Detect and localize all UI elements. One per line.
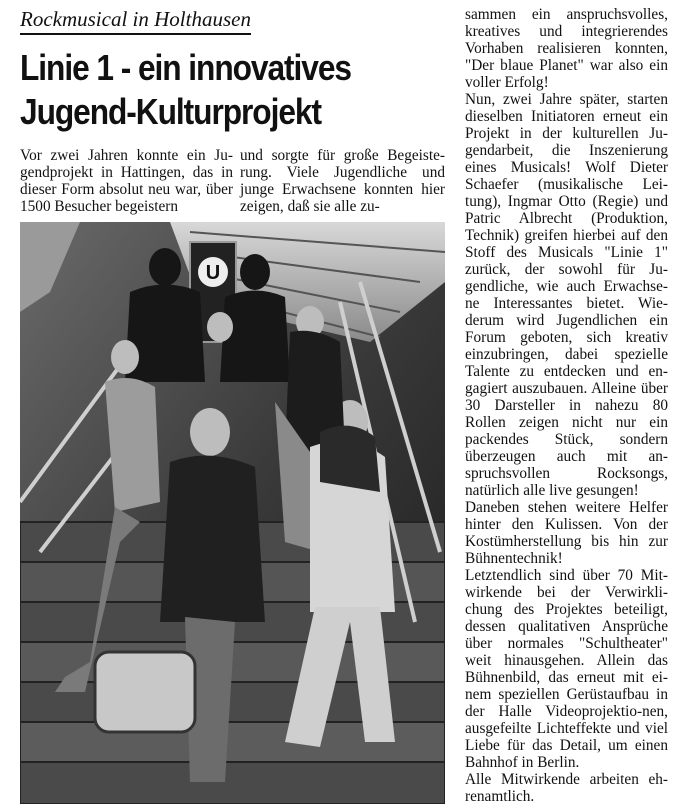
paragraph: Alle Mitwirkende arbeiten eh-renamtlich. (465, 771, 668, 805)
musical-cast-photo (20, 222, 445, 804)
paragraph: Vor zwei Jahren konnte ein Ju-gendprojekt in Hattingen, das in dieser Form absolut neu war, über 1500 Besucher begeistern (20, 147, 233, 215)
paragraph: Letztendlich sind über 70 Mit-wirkende bei der Verwirkli-chung des Projektes beteiligt, dessen qualitativen Ansprüche über normales "Schultheater" weit hinausgehen. Allein das Bühnenbild, das erneut mit ei-nem speziellen Gerüstaufbau in der Halle Videoprojektio-nen, ausgefeilte Lichteffekte und viel Liebe für das Detail, um einen Bahnhof in Berlin. (465, 567, 668, 771)
u-bahn-sign: U (205, 262, 221, 284)
article-kicker: Rockmusical in Holthausen (20, 6, 251, 35)
article-headline (20, 46, 407, 134)
paragraph: sammen ein anspruchsvolles, kreatives und integrierendes Vorhaben realisieren konnten, "Der blaue Planet" war also ein voller Erfolg! (465, 6, 668, 91)
headline-line-2: Jugend-Kulturprojekt (20, 91, 321, 132)
paragraph: und sorgte für große Begeiste-rung. Viele Jugendliche und junge Erwachsene konnten hier zeigen, daß sie alle zu- (240, 147, 445, 215)
paragraph: Nun, zwei Jahre später, starten dieselben Initiatoren erneut ein Projekt in der kulturellen Ju-gendarbeit, die Inszenierung eines Musicals! Wolf Dieter Schaefer (musikalische Lei-tung), Ingmar Otto (Regie) und Patric Albrecht (Produktion, Technik) greifen hierbei auf den Stoff des Musicals "Linie 1" zurück, der sowohl für Ju-gendliche, wie auch Erwachse-ne Interessantes bietet. Wie-derum wird Jugendlichen ein Forum geboten, sich kreativ einzubringen, dabei spezielle Talente zu entdecken und en-gagiert auszubauen. Alleine über 30 Darsteller in nahezu 80 Rollen zeigen nicht nur ein packendes Stück, sondern überzeugen auch mit an-spruchsvollen Rocksongs, natürlich alle live gesungen! (465, 91, 668, 499)
text-column-3 (465, 6, 668, 805)
headline-line-1: Linie 1 - ein innovatives (20, 47, 351, 88)
article-photo (20, 222, 445, 804)
paragraph: Daneben stehen weitere Helfer hinter den Kulissen. Von der Kostümherstellung bis hin zur Bühnentechnik! (465, 499, 668, 567)
text-column-2 (240, 147, 445, 215)
text-column-1 (20, 147, 233, 215)
